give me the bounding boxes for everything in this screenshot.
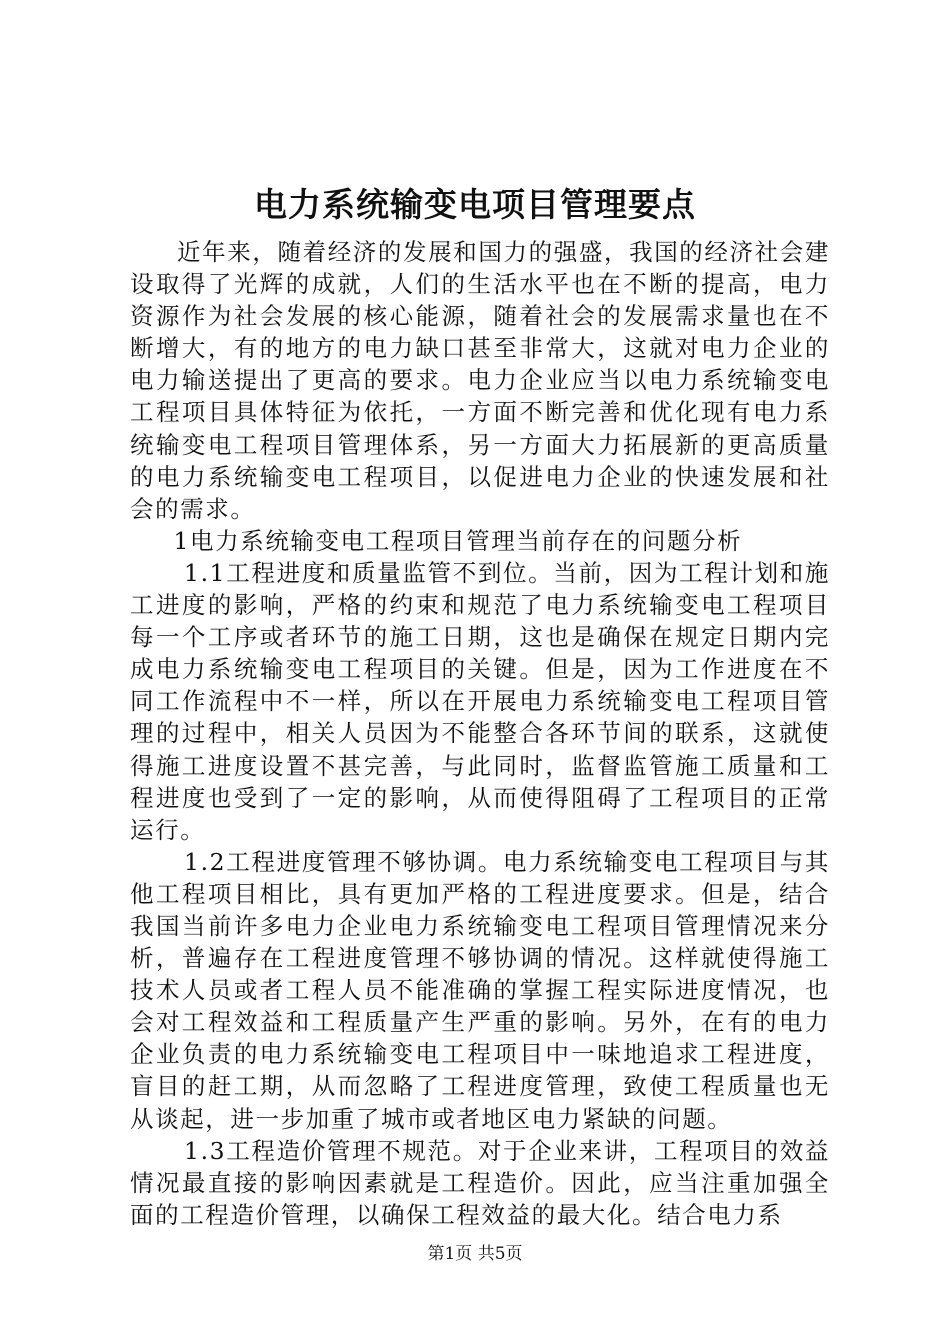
subsection-paragraph-1-2: 1.2工程进度管理不够协调。电力系统输变电工程项目与其他工程项目相比，具有更加严格的工程进度要求。但是，结合我国当前许多电力企业电力系统输变电工程项目管理情况来分析，普遍存在工程进度管理不够协调的情况。这样就使得施工技术人员或者工程人员不能准确的掌握工程实际进度情况，也会对工程效益和工程质量产生严重的影响。另外，在有的电力企业负责的电力系统输变电工程项目中一味地追求工程进度，盲目的赶工期，从而忽略了工程进度管理，致使工程质量也无从谈起，进一步加重了城市或者地区电力紧缺的问题。: [130, 847, 830, 1133]
document-title: 电力系统输变电项目管理要点: [254, 185, 696, 224]
page-footer: 第1页 共5页: [427, 1244, 523, 1264]
subsection-paragraph-1-3: 1.3工程造价管理不规范。对于企业来讲，工程项目的效益情况最直接的影响因素就是工程造价。因此，应当注重加强全面的工程造价管理，以确保工程效益的最大化。结合电力系: [130, 1136, 830, 1229]
intro-paragraph: 近年来，随着经济的发展和国力的强盛，我国的经济社会建设取得了光辉的成就，人们的生活水平也在不断的提高，电力资源作为社会发展的核心能源，随着社会的发展需求量也在不断增大，有的地方的电力缺口甚至非常大，这就对电力企业的电力输送提出了更高的要求。电力企业应当以电力系统输变电工程项目具体特征为依托，一方面不断完善和优化现有电力系统输变电工程项目管理体系，另一方面大力拓展新的更高质量的电力系统输变电工程项目，以促进电力企业的快速发展和社会的需求。: [130, 238, 830, 523]
section-heading: 1电力系统输变电工程项目管理当前存在的问题分析: [173, 526, 743, 555]
subsection-paragraph-1-1: 1.1工程进度和质量监管不到位。当前，因为工程计划和施工进度的影响，严格的约束和规范了电力系统输变电工程项目每一个工序或者环节的施工日期，这也是确保在规定日期内完成电力系统输变电工程项目的关键。但是，因为工作进度在不同工作流程中不一样，所以在开展电力系统输变电工程项目管理的过程中，相关人员因为不能整合各环节间的联系，这就使得施工进度设置不甚完善，与此同时，监督监管施工质量和工程进度也受到了一定的影响，从而使得阻碍了工程项目的正常运行。: [130, 558, 830, 844]
document-body: [130, 236, 830, 1231]
